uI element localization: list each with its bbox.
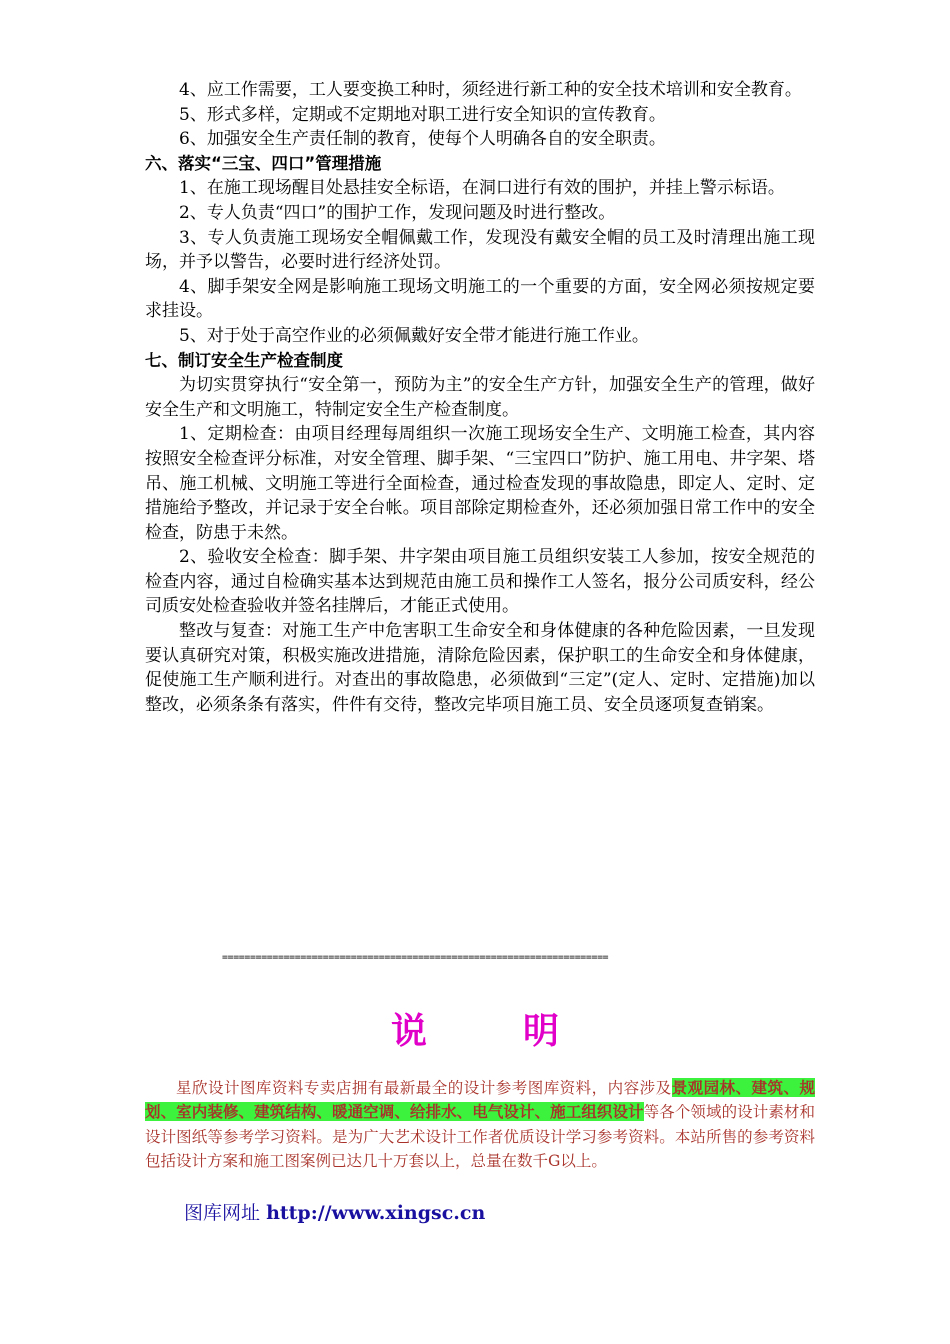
paragraph: 4、应工作需要，工人要变换工种时，须经进行新工种的安全技术培训和安全教育。 [179, 80, 802, 100]
paragraph: 5、对于处于高空作业的必须佩戴好安全带才能进行施工作业。 [179, 325, 649, 346]
site-label: 图库网址 [184, 1202, 261, 1224]
document-body [145, 78, 815, 717]
paragraph: 3、专人负责施工现场安全帽佩戴工作，发现没有戴安全帽的员工及时清理出施工现场，并予以警告，必要时进行经济处罚。 [145, 227, 815, 273]
note-highlight: 景观园林、建筑、规划、室内装修、建筑结构、暖通空调、给排水、电气设计、施工组织设计 [145, 1078, 815, 1122]
paragraph: 1、定期检查：由项目经理每周组织一次施工现场安全生产、文明施工检查，其内容按照安全检查评分标准，对安全管理、脚手架、“三宝四口”防护、施工用电、井字架、塔吊、施工机械、文明施工等进行全面检查，通过检查发现的事故隐患，即定人、定时、定措施给予整改，并记录于安全台帐。项目部除定期检查外，还必须加强日常工作中的安全检查，防患于未然。 [145, 424, 815, 543]
paragraph: 1、在施工现场醒目处悬挂安全标语，在洞口进行有效的围护，并挂上警示标语。 [179, 178, 785, 199]
paragraph: 6、加强安全生产责任制的教育，使每个人明确各自的安全职责。 [179, 129, 666, 150]
paragraph: 整改与复查：对施工生产中危害职工生命安全和身体健康的各种危险因素，一旦发现要认真研究对策，积极实施改进措施，清除危险因素，保护职工的生命安全和身体健康，促使施工生产顺利进行。对查出的事故隐患，必须做到“三定”(定人、定时、定措施)加以整改，必须条条有落实，件件有交待，整改完毕项目施工员、安全员逐项复查销案。 [145, 621, 815, 715]
paragraph: 为切实贯穿执行“安全第一，预防为主”的安全生产方针，加强安全生产的管理，做好安全生产和文明施工，特制定安全生产检查制度。 [145, 375, 815, 420]
divider-line: ===================================================================== [222, 952, 609, 963]
site-line [184, 1198, 485, 1225]
note-text-before: 星欣设计图库资料专卖店拥有最新最全的设计参考图库资料，内容涉及 [176, 1079, 672, 1097]
note-text-after: 等各个领域的设计素材和设计图纸等参考学习资料。是为广大艺术设计工作者优质设计学习参考资料。本站所售的参考资料包括设计方案和施工图案例已达几十万套以上，总量在数千G以上。 [145, 1103, 815, 1170]
section-heading-7: 七、制订安全生产检查制度 [145, 350, 343, 370]
site-url-link[interactable]: http://www.xingsc.cn [266, 1202, 486, 1224]
paragraph: 2、验收安全检查：脚手架、井字架由项目施工员组织安装工人参加，按安全规范的检查内容，通过自检确实基本达到规范由施工员和操作工人签名，报分公司质安科，经公司质安处检查验收并签名挂牌后，才能正式使用。 [145, 547, 815, 617]
paragraph: 4、脚手架安全网是影响施工现场文明施工的一个重要的方面，安全网必须按规定要求挂设。 [145, 276, 815, 322]
paragraph: 5、形式多样，定期或不定期地对职工进行安全知识的宣传教育。 [179, 104, 666, 125]
note-title-left: 说 [390, 1011, 427, 1052]
note-text [145, 1076, 815, 1173]
paragraph: 2、专人负责“四口”的围护工作，发现问题及时进行整改。 [179, 202, 616, 223]
section-heading-6: 六、落实“三宝、四口”管理措施 [145, 153, 382, 173]
note-title [0, 1003, 950, 1054]
note-title-right: 明 [523, 1011, 560, 1052]
